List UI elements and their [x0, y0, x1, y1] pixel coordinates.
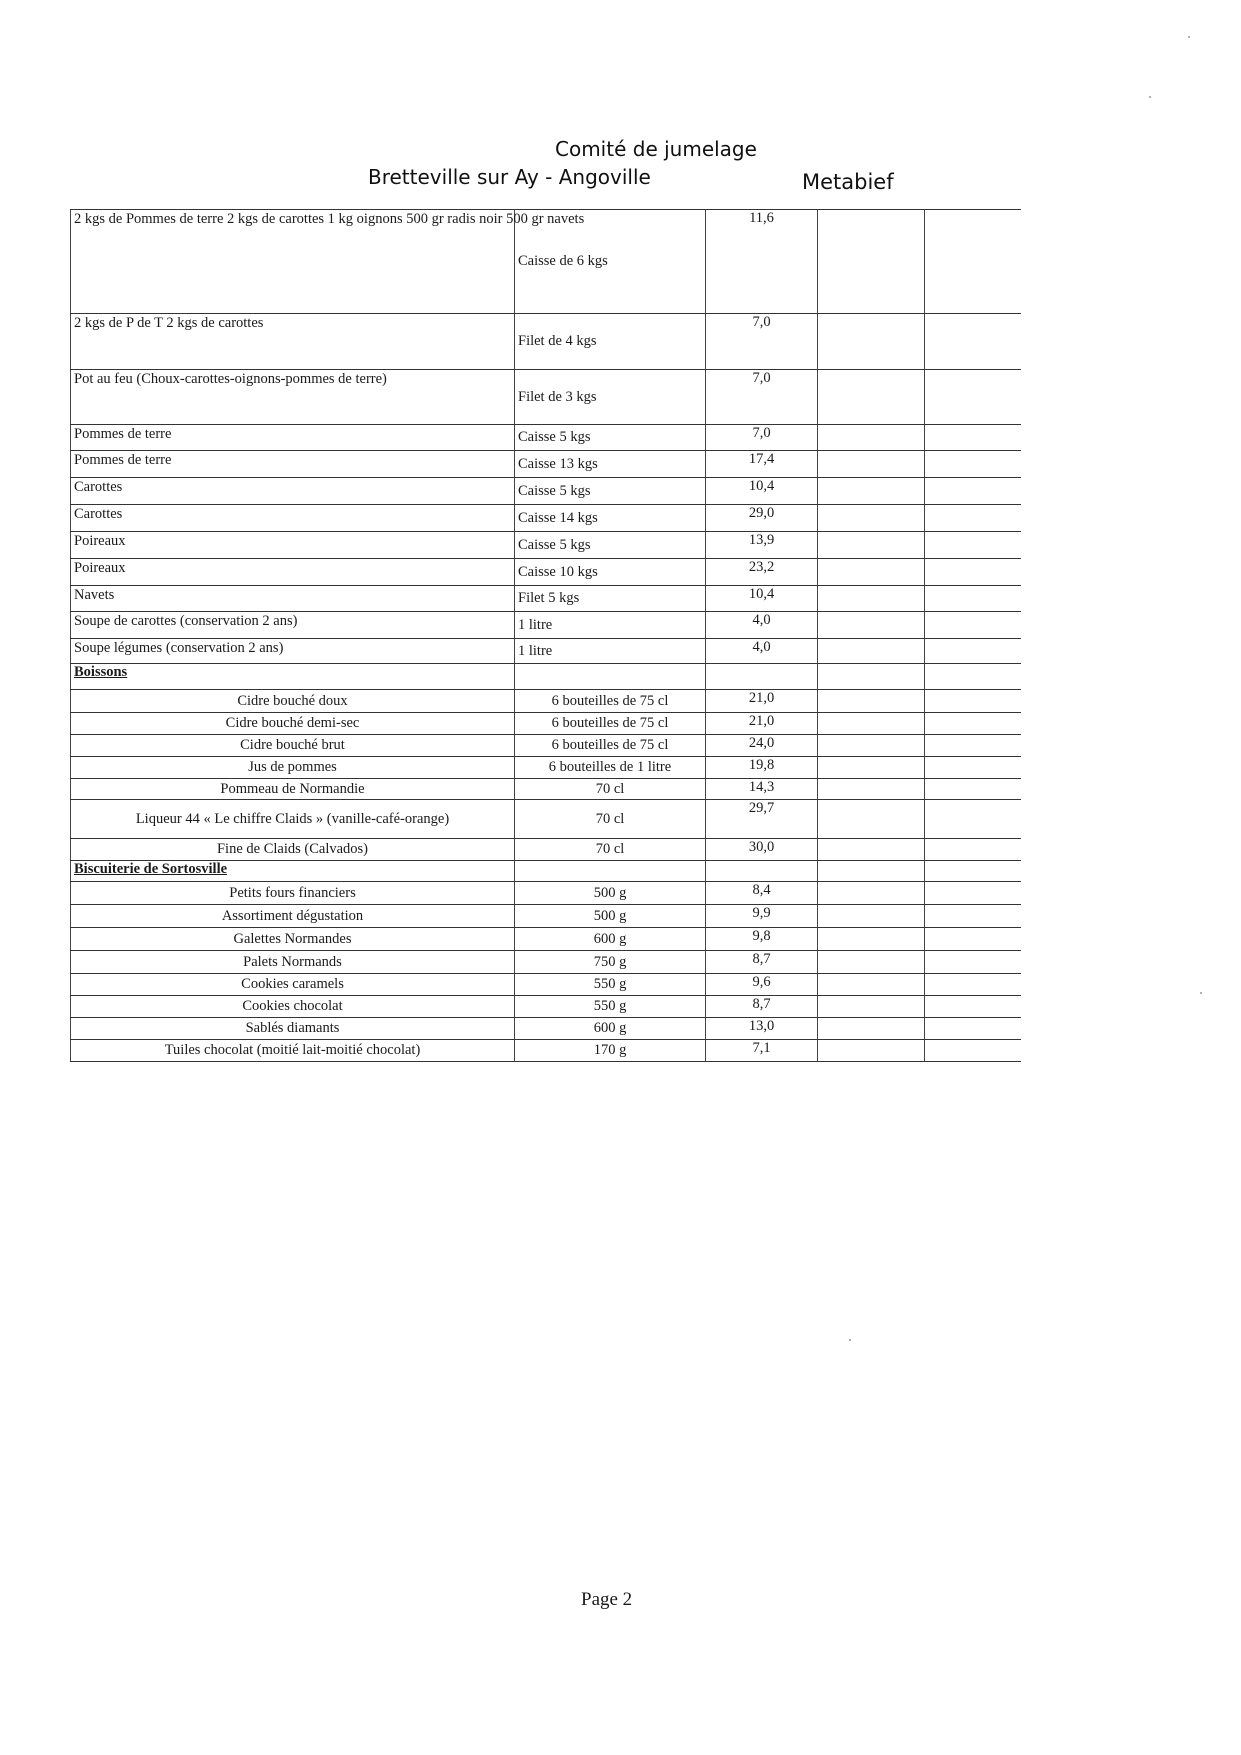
- quantity-entry-cell[interactable]: [818, 882, 925, 905]
- quantity-entry-cell[interactable]: [925, 451, 1022, 478]
- product-name: Sablés diamants: [71, 1018, 515, 1040]
- product-row: [71, 210, 1022, 314]
- quantity-entry-cell[interactable]: [818, 713, 925, 735]
- quantity-entry-cell[interactable]: [818, 839, 925, 861]
- packaging: 500 g: [515, 905, 706, 928]
- quantity-entry-cell[interactable]: [818, 314, 925, 370]
- packaging: 70 cl: [515, 800, 706, 839]
- quantity-entry-cell[interactable]: [818, 451, 925, 478]
- quantity-entry-cell[interactable]: [925, 612, 1022, 639]
- empty-cell: [515, 861, 706, 882]
- product-row: [71, 314, 1022, 370]
- quantity-entry-cell[interactable]: [818, 800, 925, 839]
- quantity-entry-cell[interactable]: [818, 586, 925, 612]
- unit-price: 10,4: [706, 478, 818, 505]
- product-name: 2 kgs de Pommes de terre 2 kgs de carottes 1 kg oignons 500 gr radis noir 500 gr navets: [71, 210, 515, 314]
- empty-cell: [706, 861, 818, 882]
- quantity-entry-cell[interactable]: [925, 314, 1022, 370]
- packaging: 70 cl: [515, 839, 706, 861]
- quantity-entry-cell[interactable]: [818, 210, 925, 314]
- quantity-entry-cell[interactable]: [818, 928, 925, 951]
- product-name: Pommeau de Normandie: [71, 779, 515, 800]
- unit-price: 29,0: [706, 505, 818, 532]
- unit-price: 21,0: [706, 690, 818, 713]
- scan-speck: [1188, 36, 1190, 38]
- quantity-entry-cell[interactable]: [925, 928, 1022, 951]
- unit-price: 9,6: [706, 974, 818, 996]
- product-name: Soupe de carottes (conservation 2 ans): [71, 612, 515, 639]
- quantity-entry-cell[interactable]: [818, 559, 925, 586]
- quantity-entry-cell[interactable]: [925, 210, 1022, 314]
- unit-price: 10,4: [706, 586, 818, 612]
- quantity-entry-cell[interactable]: [925, 839, 1022, 861]
- product-name: Cookies chocolat: [71, 996, 515, 1018]
- unit-price: 4,0: [706, 612, 818, 639]
- quantity-entry-cell[interactable]: [818, 532, 925, 559]
- product-name: Liqueur 44 « Le chiffre Claids » (vanille-café-orange): [71, 800, 515, 839]
- packaging: 750 g: [515, 951, 706, 974]
- quantity-entry-cell[interactable]: [818, 370, 925, 425]
- quantity-entry-cell[interactable]: [925, 974, 1022, 996]
- product-name: Soupe légumes (conservation 2 ans): [71, 639, 515, 664]
- packaging: 6 bouteilles de 1 litre: [515, 757, 706, 779]
- product-name: Fine de Claids (Calvados): [71, 839, 515, 861]
- product-name: Assortiment dégustation: [71, 905, 515, 928]
- product-row: [71, 451, 1022, 478]
- product-name: Carottes: [71, 505, 515, 532]
- quantity-entry-cell[interactable]: [925, 505, 1022, 532]
- product-row: [71, 779, 1022, 800]
- product-row: [71, 505, 1022, 532]
- scan-speck: [849, 1339, 851, 1341]
- quantity-entry-cell[interactable]: [818, 1018, 925, 1040]
- empty-cell: [818, 664, 925, 690]
- product-name: Cidre bouché doux: [71, 690, 515, 713]
- order-form-table: [70, 209, 1021, 1062]
- product-row: [71, 1040, 1022, 1062]
- empty-cell: [515, 664, 706, 690]
- product-name: Jus de pommes: [71, 757, 515, 779]
- unit-price: 23,2: [706, 559, 818, 586]
- document-subtitle: Bretteville sur Ay - Angoville: [368, 165, 651, 189]
- packaging: Caisse 14 kgs: [515, 505, 706, 532]
- product-name: Poireaux: [71, 559, 515, 586]
- packaging: 6 bouteilles de 75 cl: [515, 713, 706, 735]
- product-row: [71, 735, 1022, 757]
- empty-cell: [706, 664, 818, 690]
- unit-price: 13,0: [706, 1018, 818, 1040]
- packaging: 500 g: [515, 882, 706, 905]
- order-table-body: [71, 210, 1022, 1062]
- quantity-entry-cell[interactable]: [925, 425, 1022, 451]
- quantity-entry-cell[interactable]: [925, 800, 1022, 839]
- quantity-entry-cell[interactable]: [818, 690, 925, 713]
- product-row: [71, 586, 1022, 612]
- product-name: Pommes de terre: [71, 451, 515, 478]
- product-row: [71, 928, 1022, 951]
- unit-price: 21,0: [706, 713, 818, 735]
- quantity-entry-cell[interactable]: [925, 951, 1022, 974]
- unit-price: 8,7: [706, 951, 818, 974]
- product-name: Cidre bouché demi-sec: [71, 713, 515, 735]
- quantity-entry-cell[interactable]: [818, 639, 925, 664]
- packaging: 6 bouteilles de 75 cl: [515, 735, 706, 757]
- unit-price: 9,9: [706, 905, 818, 928]
- packaging: 550 g: [515, 996, 706, 1018]
- packaging: 70 cl: [515, 779, 706, 800]
- unit-price: 9,8: [706, 928, 818, 951]
- quantity-entry-cell[interactable]: [925, 1040, 1022, 1062]
- quantity-entry-cell[interactable]: [818, 735, 925, 757]
- scan-speck: [1200, 992, 1202, 994]
- quantity-entry-cell[interactable]: [818, 505, 925, 532]
- quantity-entry-cell[interactable]: [925, 639, 1022, 664]
- quantity-entry-cell[interactable]: [818, 612, 925, 639]
- quantity-entry-cell[interactable]: [925, 735, 1022, 757]
- quantity-entry-cell[interactable]: [818, 974, 925, 996]
- packaging: Filet 5 kgs: [515, 586, 706, 612]
- quantity-entry-cell[interactable]: [925, 713, 1022, 735]
- quantity-entry-cell[interactable]: [925, 1018, 1022, 1040]
- unit-price: 30,0: [706, 839, 818, 861]
- packaging: Caisse 13 kgs: [515, 451, 706, 478]
- section-row: [71, 861, 1022, 882]
- quantity-entry-cell[interactable]: [818, 1040, 925, 1062]
- empty-cell: [818, 861, 925, 882]
- quantity-entry-cell[interactable]: [925, 586, 1022, 612]
- packaging: Caisse de 6 kgs: [515, 210, 706, 314]
- product-name: 2 kgs de P de T 2 kgs de carottes: [71, 314, 515, 370]
- product-name: Pot au feu (Choux-carottes-oignons-pommes de terre): [71, 370, 515, 425]
- packaging: 550 g: [515, 974, 706, 996]
- packaging: Caisse 5 kgs: [515, 478, 706, 505]
- unit-price: 19,8: [706, 757, 818, 779]
- quantity-entry-cell[interactable]: [925, 370, 1022, 425]
- product-row: [71, 757, 1022, 779]
- quantity-entry-cell[interactable]: [925, 779, 1022, 800]
- product-row: [71, 370, 1022, 425]
- unit-price: 11,6: [706, 210, 818, 314]
- product-row: [71, 612, 1022, 639]
- scan-speck: [1149, 96, 1151, 98]
- section-heading: Boissons: [71, 664, 515, 690]
- product-row: [71, 639, 1022, 664]
- product-name: Tuiles chocolat (moitié lait-moitié chocolat): [71, 1040, 515, 1062]
- quantity-entry-cell[interactable]: [925, 559, 1022, 586]
- packaging: 1 litre: [515, 639, 706, 664]
- page-number: Page 2: [581, 1589, 633, 1610]
- document-title: Comité de jumelage: [555, 137, 757, 161]
- quantity-entry-cell[interactable]: [925, 757, 1022, 779]
- packaging: 1 litre: [515, 612, 706, 639]
- packaging: 600 g: [515, 1018, 706, 1040]
- product-row: [71, 1018, 1022, 1040]
- packaging: 6 bouteilles de 75 cl: [515, 690, 706, 713]
- product-row: [71, 425, 1022, 451]
- unit-price: 29,7: [706, 800, 818, 839]
- product-row: [71, 996, 1022, 1018]
- unit-price: 24,0: [706, 735, 818, 757]
- document-location: Metabief: [802, 170, 894, 194]
- packaging: Caisse 10 kgs: [515, 559, 706, 586]
- product-row: [71, 532, 1022, 559]
- unit-price: 7,1: [706, 1040, 818, 1062]
- quantity-entry-cell[interactable]: [818, 757, 925, 779]
- section-row: [71, 664, 1022, 690]
- product-name: Cidre bouché brut: [71, 735, 515, 757]
- product-row: [71, 974, 1022, 996]
- product-name: Carottes: [71, 478, 515, 505]
- packaging: Filet de 4 kgs: [515, 314, 706, 370]
- quantity-entry-cell[interactable]: [818, 779, 925, 800]
- unit-price: 8,4: [706, 882, 818, 905]
- unit-price: 7,0: [706, 425, 818, 451]
- product-name: Petits fours financiers: [71, 882, 515, 905]
- product-row: [71, 839, 1022, 861]
- quantity-entry-cell[interactable]: [925, 690, 1022, 713]
- packaging: Caisse 5 kgs: [515, 425, 706, 451]
- unit-price: 8,7: [706, 996, 818, 1018]
- empty-cell: [925, 664, 1022, 690]
- product-row: [71, 478, 1022, 505]
- quantity-entry-cell[interactable]: [925, 882, 1022, 905]
- packaging: Filet de 3 kgs: [515, 370, 706, 425]
- section-heading: Biscuiterie de Sortosville: [71, 861, 515, 882]
- quantity-entry-cell[interactable]: [818, 425, 925, 451]
- product-name: Poireaux: [71, 532, 515, 559]
- quantity-entry-cell[interactable]: [925, 478, 1022, 505]
- product-row: [71, 882, 1022, 905]
- unit-price: 13,9: [706, 532, 818, 559]
- product-name: Pommes de terre: [71, 425, 515, 451]
- quantity-entry-cell[interactable]: [818, 905, 925, 928]
- product-name: Cookies caramels: [71, 974, 515, 996]
- empty-cell: [925, 861, 1022, 882]
- quantity-entry-cell[interactable]: [818, 996, 925, 1018]
- unit-price: 17,4: [706, 451, 818, 478]
- product-row: [71, 800, 1022, 839]
- product-row: [71, 559, 1022, 586]
- packaging: 170 g: [515, 1040, 706, 1062]
- quantity-entry-cell[interactable]: [925, 905, 1022, 928]
- product-row: [71, 905, 1022, 928]
- quantity-entry-cell[interactable]: [925, 532, 1022, 559]
- unit-price: 7,0: [706, 370, 818, 425]
- packaging: Caisse 5 kgs: [515, 532, 706, 559]
- unit-price: 7,0: [706, 314, 818, 370]
- product-name: Navets: [71, 586, 515, 612]
- product-row: [71, 690, 1022, 713]
- unit-price: 4,0: [706, 639, 818, 664]
- product-name: Galettes Normandes: [71, 928, 515, 951]
- product-row: [71, 951, 1022, 974]
- quantity-entry-cell[interactable]: [818, 478, 925, 505]
- product-row: [71, 713, 1022, 735]
- packaging: 600 g: [515, 928, 706, 951]
- quantity-entry-cell[interactable]: [925, 996, 1022, 1018]
- unit-price: 14,3: [706, 779, 818, 800]
- product-name: Palets Normands: [71, 951, 515, 974]
- quantity-entry-cell[interactable]: [818, 951, 925, 974]
